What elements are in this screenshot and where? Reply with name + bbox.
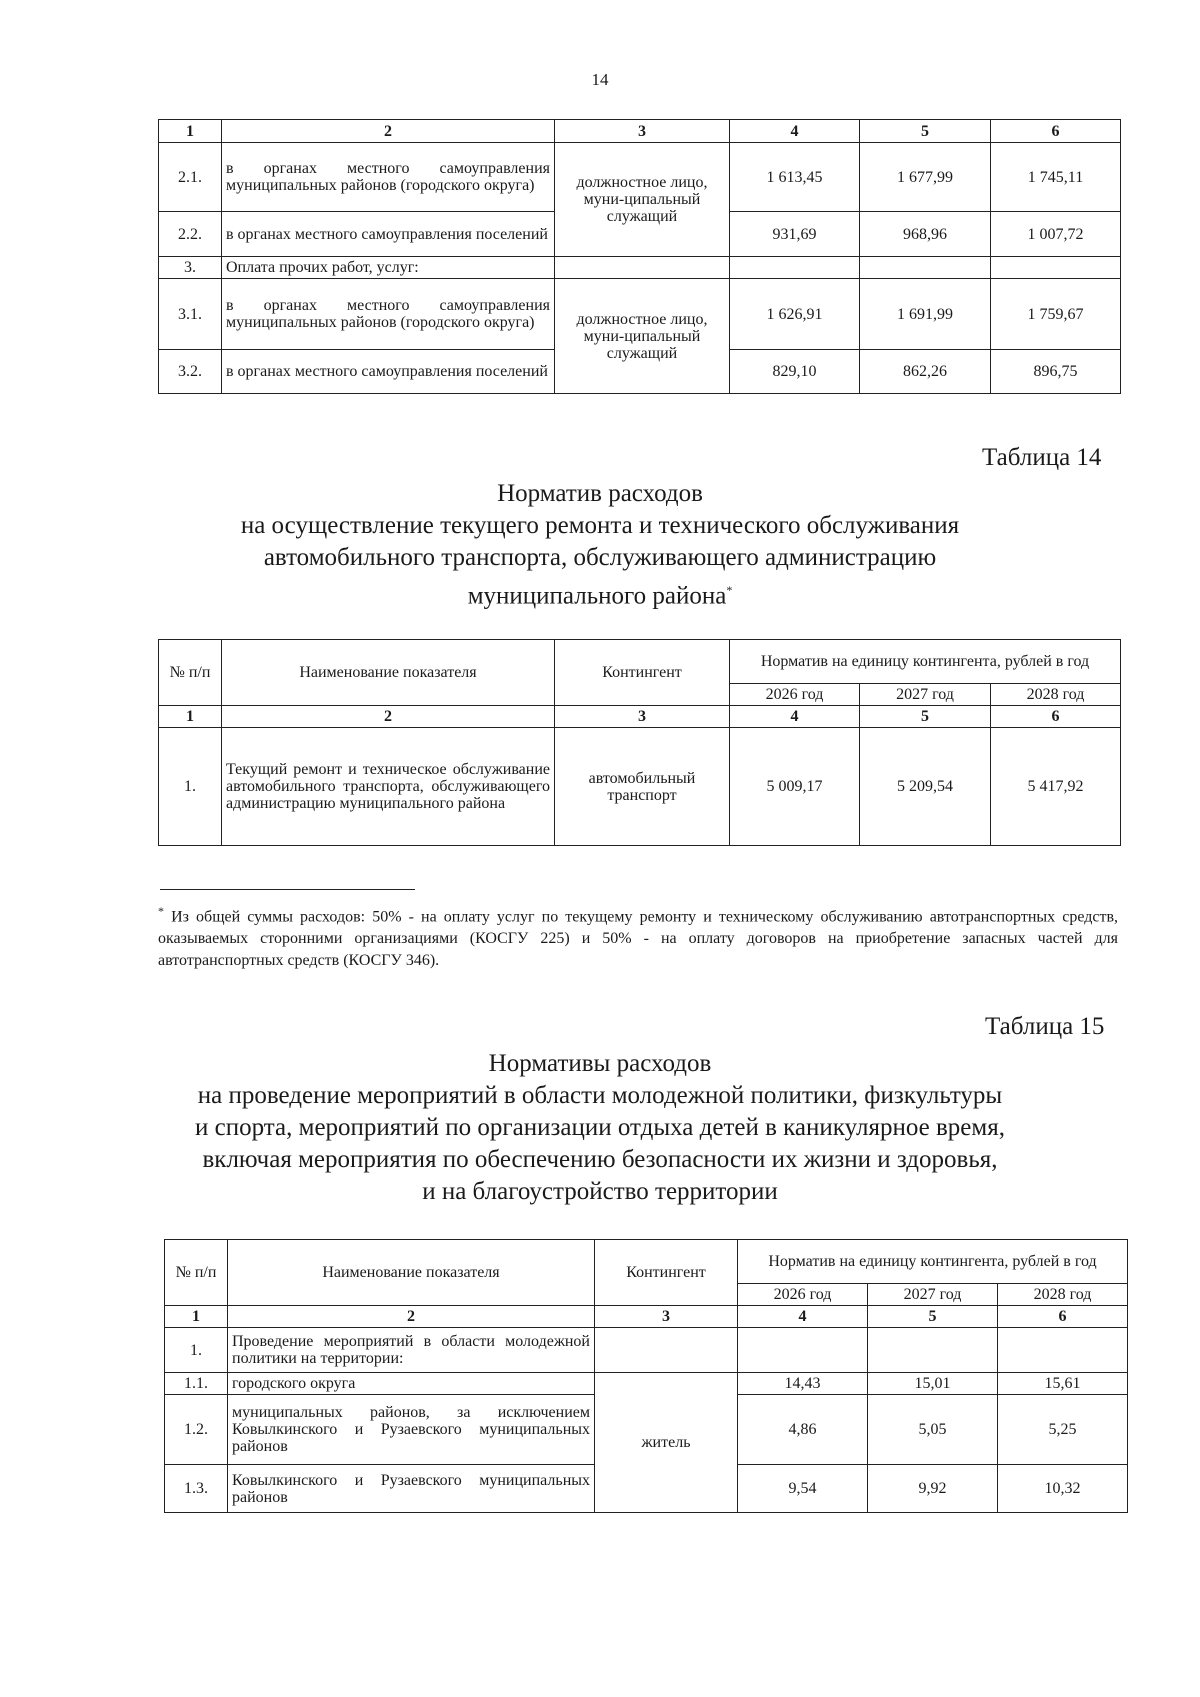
continuation-table [158,119,1121,394]
table-row [165,1373,1128,1395]
value-2028: 1 745,11 [991,143,1121,212]
table15-title-line: Нормативы расходов [488,1050,712,1077]
value-2026: 1 626,91 [730,279,860,350]
empty-cell [595,1328,738,1373]
col-number: 6 [991,120,1121,143]
row-number: 2.2. [159,212,222,257]
table15 [164,1239,1128,1513]
table-row [159,728,1121,846]
col-number: 2 [222,120,555,143]
header-year: 2027 год [868,1284,998,1306]
row-number: 1. [165,1328,228,1373]
value-2028: 5 417,92 [991,728,1121,846]
col-number: 5 [868,1306,998,1328]
header-num: № п/п [165,1240,228,1306]
table14 [158,639,1121,846]
column-number-row [159,120,1121,143]
header-name: Наименование показателя [222,640,555,706]
table15-caption: Таблица 15 [985,1013,1105,1040]
row-number: 3.2. [159,350,222,394]
header-year: 2028 год [991,684,1121,706]
value-2028: 896,75 [991,350,1121,394]
value-2026: 9,54 [738,1465,868,1513]
header-contingent: Контингент [595,1240,738,1306]
table14-title-line: автомобильного транспорта, обслуживающего администрацию [263,544,937,571]
table14-title-line: муниципального района* [467,582,733,610]
value-2026: 4,86 [738,1395,868,1465]
value-2028: 10,32 [998,1465,1128,1513]
value-2027: 5,05 [868,1395,998,1465]
col-number: 1 [159,706,222,728]
row-number: 2.1. [159,143,222,212]
col-number: 4 [730,706,860,728]
table15-title [0,1048,1200,1208]
empty-cell [555,257,730,279]
header-num: № п/п [159,640,222,706]
value-2026: 931,69 [730,212,860,257]
page-number: 14 [591,70,609,89]
col-number: 1 [159,120,222,143]
row-name: в органах местного самоуправления муниципальных районов (городского округа) [222,143,555,212]
table15-title-line: и на благоустройство территории [422,1178,778,1205]
row-number: 1.2. [165,1395,228,1465]
value-2026: 14,43 [738,1373,868,1395]
table-row [159,279,1121,350]
row-name: Текущий ремонт и техническое обслуживание автомобильного транспорта, обслуживающего администрацию муниципального района [222,728,555,846]
row-contingent: житель [595,1373,738,1513]
empty-cell [730,257,860,279]
col-number: 6 [991,706,1121,728]
value-2027: 1 691,99 [860,279,991,350]
header-contingent: Контингент [555,640,730,706]
row-name: в органах местного самоуправления поселений [222,350,555,394]
col-number: 5 [860,706,991,728]
row-contingent: должностное лицо, муни-ципальный служащий [555,279,730,394]
header-row [165,1240,1128,1284]
col-number: 2 [222,706,555,728]
table-row [159,143,1121,212]
row-number: 1.1. [165,1373,228,1395]
table15-title-line: и спорта, мероприятий по организации отдыха детей в каникулярное время, [195,1114,1005,1141]
row-number: 3. [159,257,222,279]
value-2028: 1 759,67 [991,279,1121,350]
value-2026: 1 613,45 [730,143,860,212]
empty-cell [868,1328,998,1373]
footnote-divider [160,889,415,890]
empty-cell [860,257,991,279]
row-name: в органах местного самоуправления муниципальных районов (городского округа) [222,279,555,350]
col-number: 4 [738,1306,868,1328]
row-name: муниципальных районов, за исключением Ковылкинского и Рузаевского муниципальных районов [228,1395,595,1465]
empty-cell [991,257,1121,279]
header-year: 2026 год [730,684,860,706]
header-row [159,640,1121,684]
value-2027: 862,26 [860,350,991,394]
table14-title-line: на осуществление текущего ремонта и технического обслуживания [240,512,960,539]
row-name: Проведение мероприятий в области молодежной политики на территории: [228,1328,595,1373]
value-2027: 15,01 [868,1373,998,1395]
table-row [165,1328,1128,1373]
value-2027: 9,92 [868,1465,998,1513]
footnote-text: Из общей суммы расходов: 50% - на оплату услуг по текущему ремонту и техническому обслуживанию автотранспортных средств, оказываемых сторонними организациями (КОСГУ 225) и 50% - на оплату договоров на приобретение запасных частей для автотранспортных средств (КОСГУ 346). [158,908,1119,970]
col-number: 1 [165,1306,228,1328]
row-name: городского округа [228,1373,595,1395]
header-norm: Норматив на единицу контингента, рублей в год [730,640,1121,684]
value-2028: 1 007,72 [991,212,1121,257]
value-2027: 968,96 [860,212,991,257]
row-number: 1.3. [165,1465,228,1513]
row-number: 1. [159,728,222,846]
header-year: 2026 год [738,1284,868,1306]
table14-caption: Таблица 14 [982,444,1102,471]
table14-title-line: Норматив расходов [497,480,703,507]
footnote-mark: * [726,583,733,597]
value-2027: 1 677,99 [860,143,991,212]
column-number-row [165,1306,1128,1328]
row-number: 3.1. [159,279,222,350]
col-number: 6 [998,1306,1128,1328]
table-row [159,257,1121,279]
header-name: Наименование показателя [228,1240,595,1306]
header-norm: Норматив на единицу контингента, рублей в год [738,1240,1128,1284]
footnote [158,900,1118,972]
column-number-row [159,706,1121,728]
row-name: в органах местного самоуправления поселений [222,212,555,257]
col-number: 3 [555,120,730,143]
header-year: 2027 год [860,684,991,706]
row-name: Оплата прочих работ, услуг: [222,257,555,279]
value-2026: 5 009,17 [730,728,860,846]
col-number: 3 [555,706,730,728]
table14-title [0,478,1200,612]
col-number: 3 [595,1306,738,1328]
table15-title-line: на проведение мероприятий в области молодежной политики, физкультуры [197,1082,1003,1109]
col-number: 2 [228,1306,595,1328]
value-2028: 15,61 [998,1373,1128,1395]
value-2028: 5,25 [998,1395,1128,1465]
row-contingent: должностное лицо, муни-ципальный служащий [555,143,730,257]
row-name: Ковылкинского и Рузаевского муниципальных районов [228,1465,595,1513]
value-2027: 5 209,54 [860,728,991,846]
col-number: 5 [860,120,991,143]
empty-cell [998,1328,1128,1373]
table15-title-line: включая мероприятия по обеспечению безопасности их жизни и здоровья, [202,1146,998,1173]
header-year: 2028 год [998,1284,1128,1306]
value-2026: 829,10 [730,350,860,394]
row-contingent: автомобильный транспорт [555,728,730,846]
col-number: 4 [730,120,860,143]
footnote-mark: * [158,904,164,918]
empty-cell [738,1328,868,1373]
